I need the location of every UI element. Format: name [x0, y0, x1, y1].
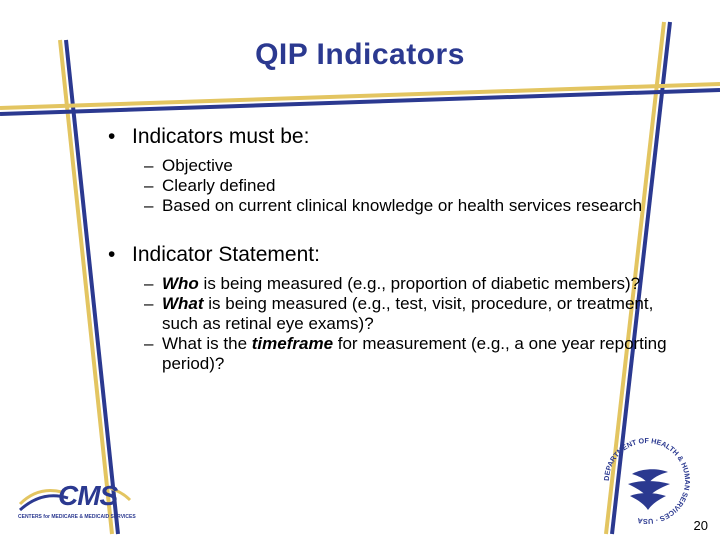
slide-body: [108, 124, 668, 400]
sub-list-indicators: [144, 156, 668, 216]
emphasis-timeframe: timeframe: [251, 334, 334, 353]
top-gold-line: [0, 84, 720, 108]
dash-marker: –: [144, 334, 154, 353]
dash-marker: –: [144, 156, 154, 175]
slide-title: QIP Indicators: [255, 38, 465, 71]
hhs-eagle-icon: [628, 469, 670, 510]
sub-item-rest: is being measured (e.g., test, visit, procedure, or treatment, such as retinal eye exams)?: [162, 294, 654, 333]
dash-marker: –: [144, 294, 154, 313]
sub-item-lead: What is the: [162, 334, 252, 353]
emphasis-what: What: [162, 294, 204, 313]
sub-list-statement: [144, 274, 668, 374]
sub-item-text: [162, 334, 668, 374]
hhs-ring-textpath: DEPARTMENT OF HEALTH & HUMAN SERVICES · USA: [601, 435, 693, 527]
dash-marker: –: [144, 274, 154, 293]
emphasis-who: Who: [162, 274, 199, 293]
top-navy-line: [0, 90, 720, 114]
sub-item-clearly-defined: [144, 176, 668, 196]
bullet-text: Indicator Statement:: [132, 243, 320, 266]
page-number: 20: [693, 518, 708, 533]
sub-item-timeframe: [144, 334, 668, 374]
sub-item-text: Based on current clinical knowledge or health services research: [162, 196, 643, 215]
sub-item-rest: for measurement (e.g., a one year reporting period)?: [162, 334, 667, 373]
bullet-dot: •: [108, 243, 116, 266]
cms-wordmark: CMS: [58, 480, 118, 511]
cms-tagline: CENTERS for MEDICARE & MEDICAID SERVICES: [18, 514, 136, 520]
sub-item-text: [162, 294, 668, 334]
sub-item-text: [162, 274, 668, 294]
dash-marker: –: [144, 196, 154, 215]
bullet-text: Indicators must be:: [132, 125, 310, 148]
hhs-seal-icon: [598, 432, 696, 530]
bullet-indicator-statement: [108, 242, 668, 268]
sub-item-what: [144, 294, 668, 334]
sub-item-objective: [144, 156, 668, 176]
bullet-dot: •: [108, 125, 116, 148]
sub-item-based-on-knowledge: [144, 196, 668, 216]
sub-item-text: Objective: [162, 156, 233, 175]
left-gold-line: [60, 40, 112, 534]
sub-item-rest: is being measured (e.g., proportion of diabetic members)?: [198, 274, 641, 293]
sub-item-who: [144, 274, 668, 294]
sub-item-text: Clearly defined: [162, 176, 276, 195]
bullet-indicators-must-be: [108, 124, 668, 150]
dash-marker: –: [144, 176, 154, 195]
